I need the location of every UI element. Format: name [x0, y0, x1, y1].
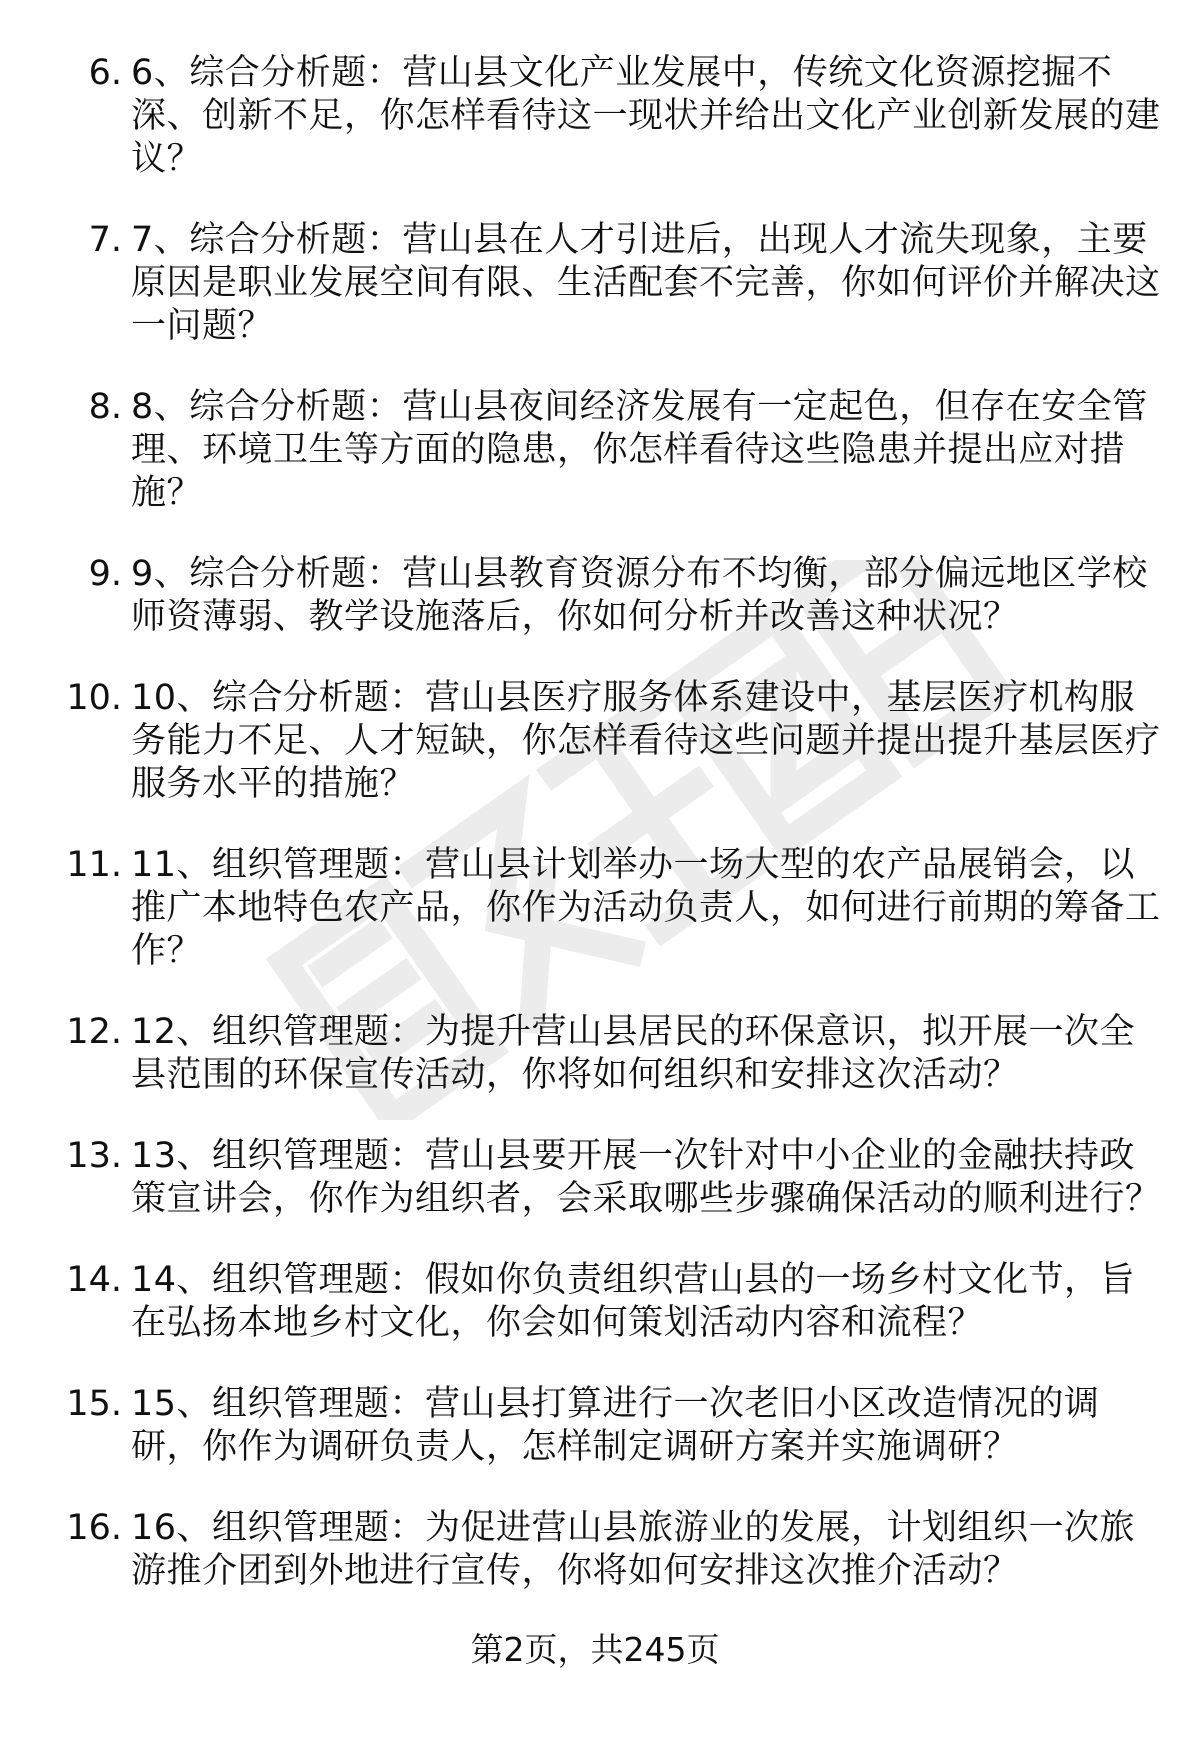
- question-item-13: [0, 1135, 1190, 1221]
- question-text: 10、综合分析题：营山县医疗服务体系建设中，基层医疗机构服务能力不足、人才短缺，你怎样看待这些问题并提出提升基层医疗服务水平的措施？: [131, 678, 1161, 804]
- question-number: 14.: [66, 1260, 122, 1300]
- question-text: 16、组织管理题：为促进营山县旅游业的发展，计划组织一次旅游推介团到外地进行宣传，你将如何安排这次推介活动？: [131, 1508, 1136, 1591]
- page-number-label: 第2页，共245页: [470, 1630, 720, 1669]
- question-number: 11.: [66, 845, 122, 885]
- question-text: 13、组织管理题：营山县要开展一次针对中小企业的金融扶持政策宣讲会，你作为组织者，会采取哪些步骤确保活动的顺利进行？: [131, 1136, 1161, 1219]
- question-item-15: [0, 1383, 1190, 1469]
- question-item-12: [0, 1011, 1190, 1097]
- question-number: 16.: [66, 1508, 122, 1548]
- question-number: 10.: [66, 678, 122, 718]
- question-text: 12、组织管理题：为提升营山县居民的环保意识，拟开展一次全县范围的环保宣传活动，你将如何组织和安排这次活动？: [131, 1012, 1136, 1095]
- question-item-10: [0, 677, 1190, 806]
- question-text: 11、组织管理题：营山县计划举办一场大型的农产品展销会，以推广本地特色农产品，你作为活动负责人，如何进行前期的筹备工作？: [131, 845, 1161, 971]
- question-item-7: [0, 219, 1190, 348]
- question-text: 7、综合分析题：营山县在人才引进后，出现人才流失现象，主要原因是职业发展空间有限、生活配套不完善，你如何评价并解决这一问题？: [131, 220, 1161, 346]
- question-number: 13.: [66, 1136, 122, 1176]
- question-text: 8、综合分析题：营山县夜间经济发展有一定起色，但存在安全管理、环境卫生等方面的隐患，你怎样看待这些隐患并提出应对措施？: [131, 387, 1148, 513]
- question-number: 7.: [88, 220, 122, 260]
- question-item-14: [0, 1259, 1190, 1345]
- question-number: 15.: [66, 1384, 122, 1424]
- question-item-6: [0, 52, 1190, 181]
- question-item-11: [0, 844, 1190, 973]
- question-text: 9、综合分析题：营山县教育资源分布不均衡，部分偏远地区学校师资薄弱、教学设施落后，你如何分析并改善这种状况？: [131, 554, 1148, 637]
- question-text: 15、组织管理题：营山县打算进行一次老旧小区改造情况的调研，你作为调研负责人，怎样制定调研方案并实施调研？: [131, 1384, 1100, 1467]
- question-text: 14、组织管理题：假如你负责组织营山县的一场乡村文化节，旨在弘扬本地乡村文化，你会如何策划活动内容和流程？: [131, 1260, 1136, 1343]
- question-list: [0, 52, 1190, 1631]
- question-item-8: [0, 386, 1190, 515]
- page-footer: [0, 1630, 1190, 1670]
- question-number: 8.: [88, 387, 122, 427]
- question-item-9: [0, 553, 1190, 639]
- question-number: 6.: [88, 53, 122, 93]
- question-number: 9.: [88, 554, 122, 594]
- question-text: 6、综合分析题：营山县文化产业发展中，传统文化资源挖掘不深、创新不足，你怎样看待这一现状并给出文化产业创新发展的建议？: [131, 53, 1161, 179]
- question-number: 12.: [66, 1012, 122, 1052]
- question-item-16: [0, 1507, 1190, 1593]
